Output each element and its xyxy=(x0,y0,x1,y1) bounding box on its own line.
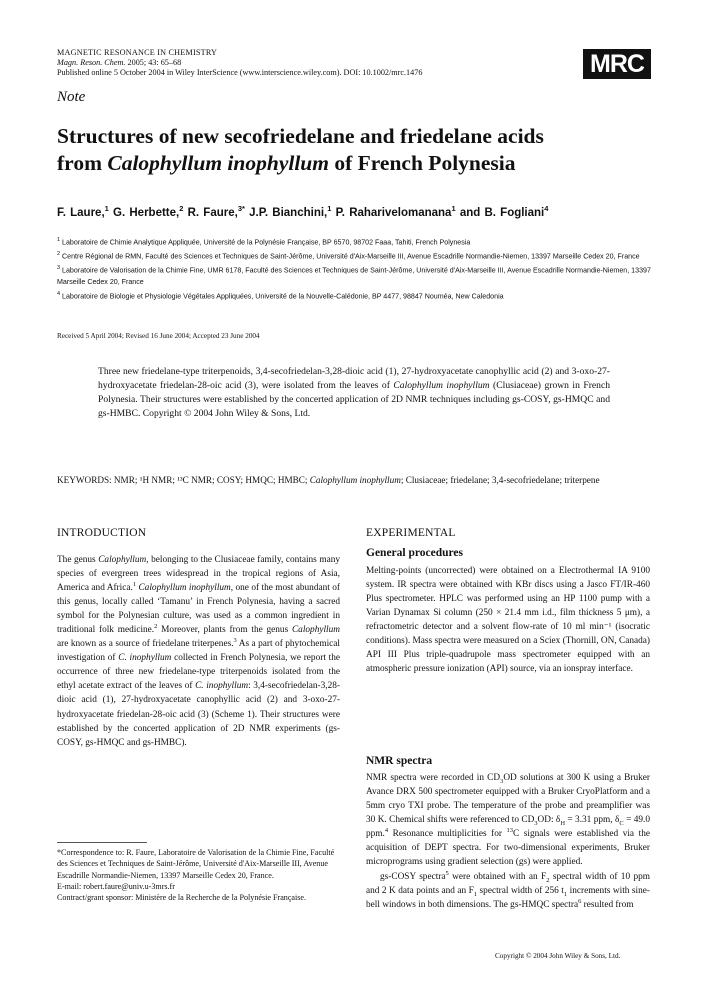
affiliation: $^2$ Centre Régional de RMN, Faculté des Sciences et Techniques de Saint-Jérôme, Université d'Aix-Marseille III, Avenue Escadrille Normandie-Niemen, 13397 Marseille Cedex 20, France xyxy=(57,251,640,261)
journal-logo: MRC xyxy=(583,49,651,79)
author: G. Herbette,$^2$ xyxy=(113,204,184,219)
affiliation: $^3$ Laboratoire de Valorisation de la Chimie Fine, UMR 6178, Faculté des Sciences et Techniques de Saint-Jérôme, Université d'Aix-Marseille III, Avenue Escadrille Normandie-Niemen, 13397 Marseille Cedex 20, France xyxy=(57,265,651,287)
received-dates: Received 5 April 2004; Revised 16 June 2004; Accepted 23 June 2004 xyxy=(57,332,260,340)
author: and B. Fogliani$^4$ xyxy=(459,204,549,219)
general-procedures-heading: General procedures xyxy=(366,547,463,559)
author: R. Faure,$^{3*}$ xyxy=(187,204,245,219)
correspondence-footnote: *Correspondence to: R. Faure, Laboratoire de Valorisation de la Chimie Fine, Faculté des Sciences et Techniques de Saint-Jérôme, Université d'Aix-Marseille III, Avenue Escadrille Normandie-Niemen, 13397 Marseille Cedex 20, France. E-mail: robert.faure@univ.u-3mrs.fr Contract/grant sponsor: Ministère de la Recherche de la Polynésie Française. xyxy=(57,848,335,903)
article-title: Structures of new secofriedelane and friedelane acids from Calophyllum inophyllum of French Polynesia xyxy=(57,124,544,175)
general-procedures-paragraph: Melting-points (uncorrected) were obtained on a Electrothermal IA 9100 system. IR spectra were obtained with KBr discs using a Jasco FT/IR-460 Plus spectrometer. HPLC was performed using an HP 1100 pump with a Varian Dynamax Si column (250 × 21.4 mm i.d., film thickness 5 μm), a refractometric detector and a solvent flow-rate of 10 ml min⁻¹ (isocratic conditions). Mass spectra were measured on a Sciex (Thornill, ON, Canada) API III Plus triple-quadrupole mass spectrometer equipped with an atmospheric pressure ionization (API) source, via an ionspray interface. xyxy=(366,566,650,675)
nmr-spectra-heading: NMR spectra xyxy=(366,755,433,767)
citation: Magn. Reson. Chem. 2005; 43: 65–68 xyxy=(57,58,182,68)
footnote-divider xyxy=(57,842,147,843)
introduction-heading: INTRODUCTION xyxy=(57,527,147,539)
keywords: KEYWORDS: NMR; ¹H NMR; ¹³C NMR; COSY; HMQC; HMBC; Calophyllum inophyllum; Clusiaceae; friedelane; 3,4-secofriedelane; triterpene xyxy=(57,475,600,485)
author: F. Laure,$^1$ xyxy=(57,204,109,219)
affiliations xyxy=(57,235,657,303)
journal-header xyxy=(57,48,577,79)
author: P. Raharivelomanana$^1$ xyxy=(335,204,456,219)
cosy-paragraph: gs-COSY spectra$^5$ were obtained with an $F_2$ spectral width of 10 ppm and 2 K data points and an $F_1$ spectral width of 256 $t_1$ increments with sine-bell windows in both dimensions. The gs-HMQC spectra$^6$ resulted from xyxy=(366,869,651,911)
author: J.P. Bianchini,$^1$ xyxy=(249,204,332,219)
affiliation: $^4$ Laboratoire de Biologie et Physiologie Végétales Appliquées, Université de la Nouvelle-Calédonie, BP 4477, 98847 Nouméa, New Caledonia xyxy=(57,291,504,301)
experimental-heading: EXPERIMENTAL xyxy=(366,527,456,539)
nmr-spectra-paragraph: NMR spectra were recorded in $CD_3OD$ solutions at 300 K using a Bruker Avance DRX 500 spectrometer equipped with a Bruker CryoPlatform and a 5mm cryo TXI probe. The temperature of the probe and preamplifier was 30 K. Chemical shifts were referenced to $CD_3OD$: $\delta_H = 3.31$ ppm, $\delta_C = 49.0$ ppm.$^4$ Resonance multiplicities for $^{13}$C signals were established via the acquisition of DEPT spectra. For two-dimensional experiments, Bruker microprograms using gradient selection (gs) were applied. xyxy=(366,773,651,868)
journal-name: MAGNETIC RESONANCE IN CHEMISTRY xyxy=(57,48,218,57)
author-list xyxy=(57,204,657,219)
introduction-paragraph: The genus Calophyllum, belonging to the Clusiaceae family, contains many species of evergreen trees widespread in the tropical regions of Asia, America and Africa.$^1$ Calophyllum inophyllum, one of the most abundant of this genus, locally called ‘Tamanu’ in French Polynesia, having a sacred symbol for the Polynesian culture, was used as a common ingredient in traditional folk medicine.$^2$ Moreover, plants from the genus Calophyllum are known as a source of friedelane triterpenes.$^3$ As a part of phytochemical investigation of C. inophyllum collected in French Polynesia, we report the occurrence of three new friedelane-type triterpenoids isolated from the ethyl acetate extract of the leaves of C. inophyllum: 3,4-secofriedelan-3,28-dioic acid (1), 27-hydroxyacetate canophyllic acid (2) and 3-oxo-27-hydroxyacetate friedelan-28-oic acid (3) (Scheme 1). Their structures were established by the concerted application of 2D NMR experiments (gs-COSY, gs-HMQC and gs-HMBC). xyxy=(57,555,341,748)
copyright-notice: Copyright © 2004 John Wiley & Sons, Ltd. xyxy=(495,952,621,960)
article-type: Note xyxy=(57,89,86,105)
publication-info: Published online 5 October 2004 in Wiley InterScience (www.interscience.wiley.com). DOI: 10.1002/mrc.1476 xyxy=(57,68,423,78)
affiliation: $^1$ Laboratoire de Chimie Analytique Appliquée, Université de la Polynésie Française, BP 6570, 98702 Faaa, Tahiti, French Polynesia xyxy=(57,237,471,247)
abstract: Three new friedelane-type triterpenoids, 3,4-secofriedelan-3,28-dioic acid (1), 27-hydroxyacetate canophyllic acid (2) and 3-oxo-27-hydroxyacetate friedelan-28-oic acid (3), were isolated from the leaves of Calophyllum inophyllum (Clusiaceae) grown in French Polynesia. Their structures were established by the concerted application of 2D NMR techniques including gs-COSY, gs-HMQC and gs-HMBC. Copyright © 2004 John Wiley & Sons, Ltd. xyxy=(98,366,610,420)
